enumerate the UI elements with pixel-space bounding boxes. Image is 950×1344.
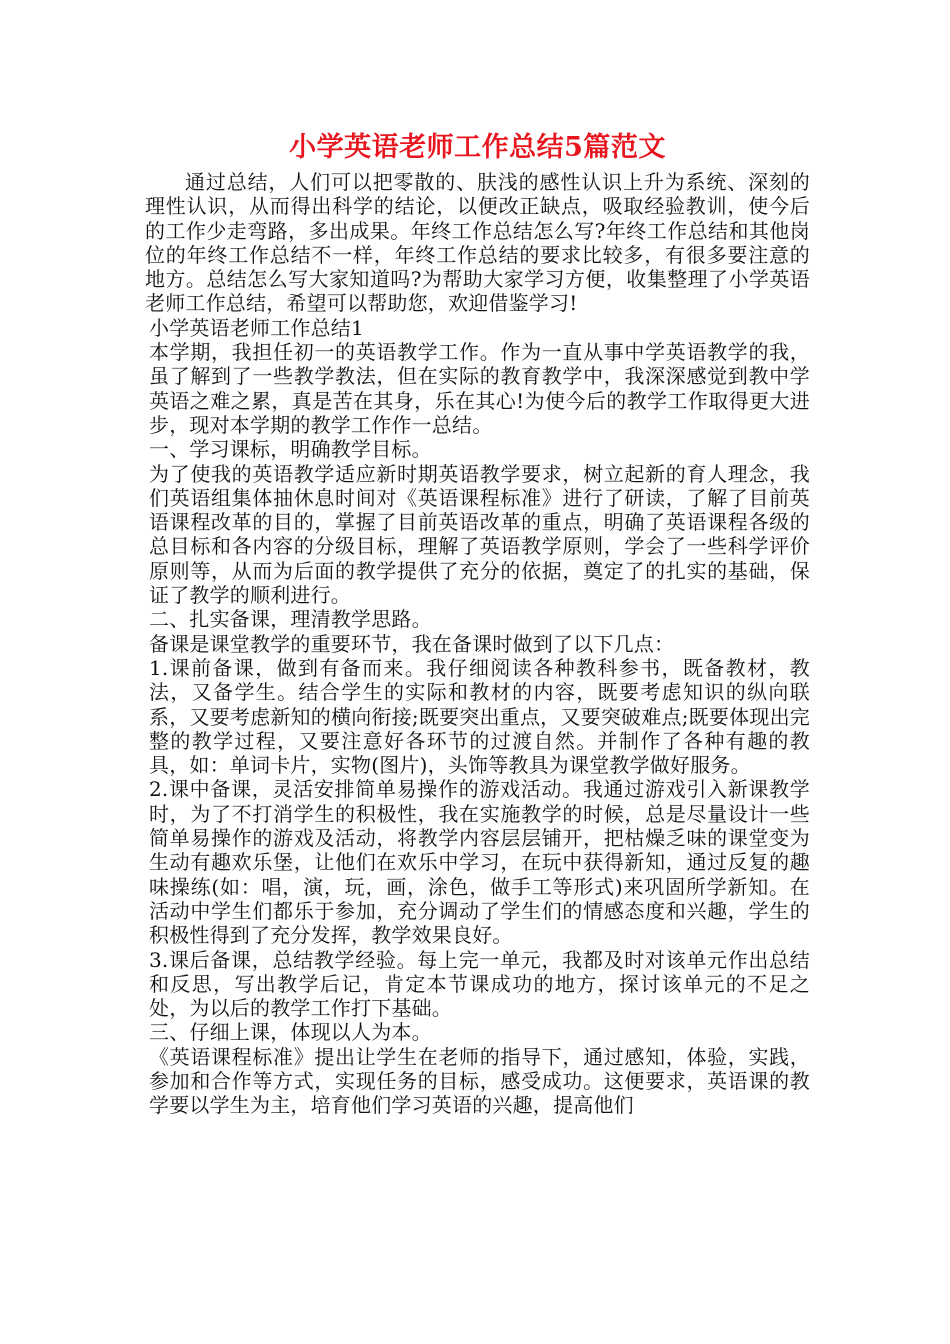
heading-1: 一、学习课标，明确教学目标。 <box>149 437 432 462</box>
document-title: 小学英语老师工作总结5篇范文 <box>289 132 666 163</box>
intro-paragraph: 通过总结，人们可以把零散的、肤浅的感性认识上升为系统、深刻的理性认识，从而得出科学的结论，以便改正缺点，吸取经验教训，使今后的工作少走弯路，多出成果。年终工作总结怎么写?年终工作总结和其他岗位的年终工作总结不一样，年终工作总结的要求比较多，有很多要注意的地方。总结怎么写大家知道吗?为帮助大家学习方便，收集整理了小学英语老师工作总结，希望可以帮助您，欢迎借鉴学习! <box>145 170 810 316</box>
paragraph-5: 2.课中备课，灵活安排简单易操作的游戏活动。我通过游戏引入新课教学时，为了不打消学生的积极性，我在实施教学的时候，总是尽量设计一些简单易操作的游戏及活动，将教学内容层层铺开，把枯燥乏味的课堂变为生动有趣欢乐堡，让他们在欢乐中学习，在玩中获得新知，通过反复的趣味操练(如：唱，演，玩，画，涂色，做手工等形式)来巩固所学新知。在活动中学生们都乐于参加，充分调动了学生们的情感态度和兴趣，学生的积极性得到了充分发挥，教学效果良好。 <box>149 777 810 948</box>
heading-2: 二、扎实备课，理清教学思路。 <box>149 607 432 632</box>
paragraph-3: 备课是课堂教学的重要环节，我在备课时做到了以下几点： <box>149 631 675 656</box>
paragraph-1: 本学期，我担任初一的英语教学工作。作为一直从事中学英语教学的我，虽了解到了一些教学教法，但在实际的教育教学中，我深深感觉到教中学英语之难之累，真是苦在其身，乐在其心!为使今后的教学工作取得更大进步，现对本学期的教学工作作一总结。 <box>149 340 810 437</box>
paragraph-6: 3.课后备课，总结教学经验。每上完一单元，我都及时对该单元作出总结和反思，写出教学后记，肯定本节课成功的地方，探讨该单元的不足之处，为以后的教学工作打下基础。 <box>149 947 810 1021</box>
paragraph-2: 为了使我的英语教学适应新时期英语教学要求，树立起新的育人理念，我们英语组集体抽休息时间对《英语课程标准》进行了研读，了解了目前英语课程改革的目的，掌握了目前英语改革的重点，明确了英语课程各级的总目标和各内容的分级目标，理解了英语教学原则，学会了一些科学评价原则等，从而为后面的教学提供了充分的依据，奠定了的扎实的基础，保证了教学的顺利进行。 <box>149 461 810 608</box>
section-title: 小学英语老师工作总结1 <box>149 315 364 340</box>
paragraph-4: 1.课前备课，做到有备而来。我仔细阅读各种教科参书，既备教材，教法，又备学生。结合学生的实际和教材的内容，既要考虑知识的纵向联系，又要考虑新知的横向衔接;既要突出重点，又要突破难点;既要体现出完整的教学过程，又要注意好各环节的过渡自然。并制作了各种有趣的教具，如：单词卡片，实物(图片)，头饰等教具为课堂教学做好服务。 <box>149 655 810 778</box>
document-page <box>145 128 810 1118</box>
paragraph-7: 《英语课程标准》提出让学生在老师的指导下，通过感知，体验，实践，参加和合作等方式，实现任务的目标，感受成功。这便要求，英语课的教学要以学生为主，培育他们学习英语的兴趣，提高他们 <box>149 1044 810 1118</box>
heading-3: 三、仔细上课，体现以人为本。 <box>149 1020 432 1045</box>
